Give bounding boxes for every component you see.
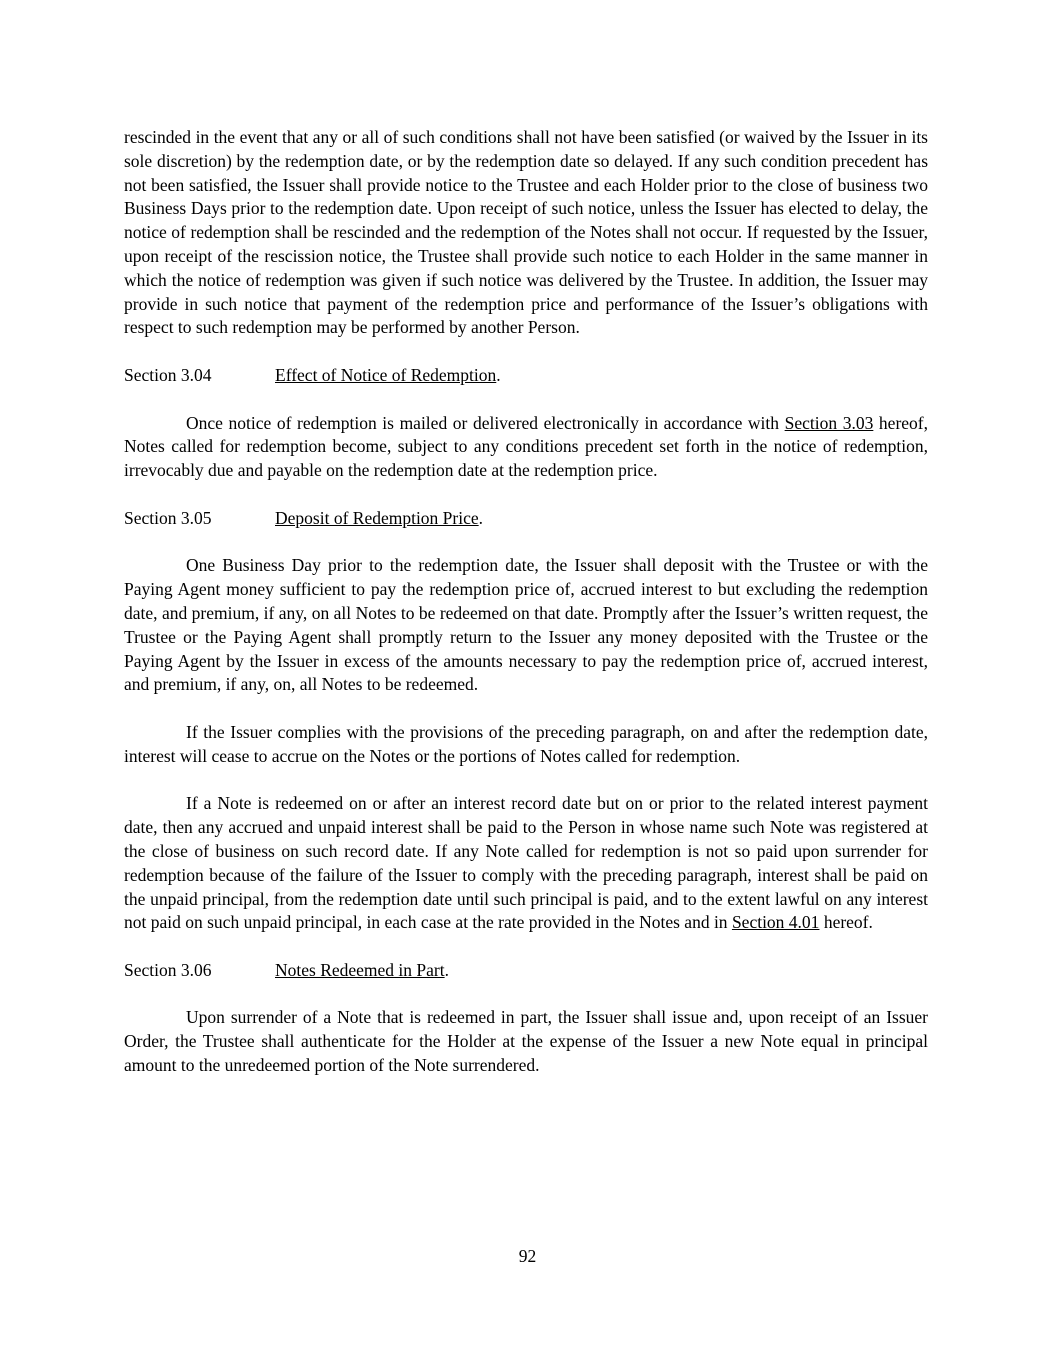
section-number: Section 3.04 [124,364,212,385]
paragraph-text: hereof. [819,912,873,933]
section-title-period: . [478,507,484,528]
section-heading-3-04 [124,364,928,388]
section-reference: Section 3.03 [784,412,874,433]
section-reference: Section 4.01 [731,912,820,933]
paragraph-continuation: rescinded in the event that any or all of such conditions shall not have been satisfied (or waived by the Issuer in its sole discretion) by the redemption date, or by the redemption date so delayed. If any such condition precedent has not been satisfied, the Issuer shall provide notice to the Trustee and each Holder prior to the close of business two Business Days prior to the redemption date. Upon receipt of such notice, unless the Issuer has elected to delay, the notice of redemption shall be rescinded and the redemption of the Notes shall not occur. If requested by the Issuer, upon receipt of the rescission notice, the Trustee shall provide such notice to each Holder in the same manner in which the notice of redemption was given if such notice was delivered by the Trustee. In addition, the Issuer may provide in such notice that payment of the redemption price and performance of the Issuer’s obligations with respect to such redemption may be performed by another Person. [124,127,928,338]
section-number: Section 3.05 [124,507,212,528]
section-title: Deposit of Redemption Price [275,507,479,528]
paragraph: Upon surrender of a Note that is redeemed in part, the Issuer shall issue and, upon receipt of an Issuer Order, the Trustee shall authenticate for the Holder at the expense of the Issuer a new Note equal in principal amount to the unredeemed portion of the Note surrendered. [124,1007,928,1076]
section-title: Notes Redeemed in Part [275,959,445,980]
paragraph-text: Once notice of redemption is mailed or delivered electronically in accordance with [186,412,785,433]
paragraph [124,412,928,483]
section-title-period: . [496,364,501,385]
paragraph-text: If a Note is redeemed on or after an interest record date but on or prior to the related interest payment date, then any accrued and unpaid interest shall be paid to the Person in whose name such Note was registered at the close of business on such record date. If any Note called for redemption is not so paid upon surrender for redemption because of the failure of the Issuer to comply with the preceding paragraph, interest shall be paid on the unpaid principal, from the redemption date until such principal is paid, and to the extent lawful on any interest not paid on such unpaid principal, in each case at the rate provided in the Notes and in [124,793,928,933]
section-title: Effect of Notice of Redemption [275,364,497,385]
page-number: 92 [518,1246,537,1267]
section-title-period: . [444,959,449,980]
section-number: Section 3.06 [124,959,212,980]
paragraph: If the Issuer complies with the provisions of the preceding paragraph, on and after the redemption date, interest will cease to accrue on the Notes or the portions of Notes called for redemption. [124,721,928,766]
section-heading-3-06 [124,959,928,983]
paragraph [124,792,928,935]
paragraph: One Business Day prior to the redemption date, the Issuer shall deposit with the Trustee or with the Paying Agent money sufficient to pay the redemption price of, accrued interest to but excluding the redemption date, and premium, if any, on all Notes to be redeemed on that date. Promptly after the Issuer’s written request, the Trustee or the Paying Agent shall promptly return to the Issuer any money deposited with the Trustee or the Paying Agent by the Issuer in excess of the amounts necessary to pay the redemption price of, accrued interest, and premium, if any, on, all Notes to be redeemed. [124,555,928,695]
section-heading-3-05 [124,507,928,531]
paragraph-text: hereof, Notes called for redemption become, subject to any conditions precedent set forth in the notice of redemption, irrevocably due and payable on the redemption date at the redemption price. [124,412,928,481]
